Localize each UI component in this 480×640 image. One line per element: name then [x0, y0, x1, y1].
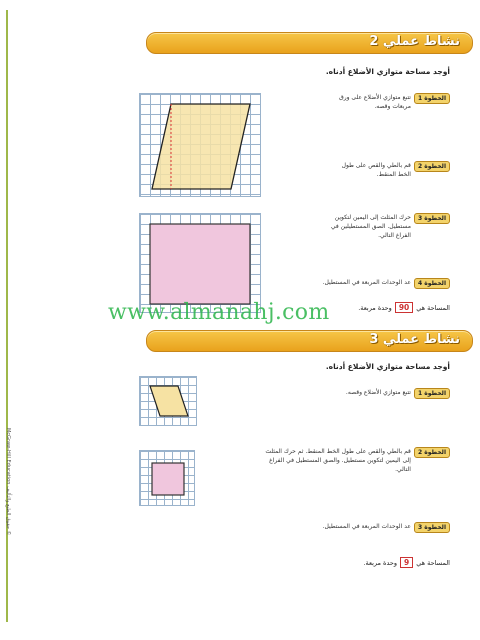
- activity2-answer: [358, 302, 450, 313]
- activity3-step3: [281, 522, 450, 533]
- answer-prefix: المساحة هي: [416, 558, 450, 567]
- step-text: حرك المثلث إلى اليمين لتكوين مستطيل. الصق المستطيلين في الفراغ التالي.: [330, 214, 411, 239]
- side-credit: [3, 428, 13, 618]
- activity3-step1: [301, 388, 450, 399]
- step-badge: الخطوة 4: [414, 278, 450, 289]
- activity2-rectangle-grid: [139, 213, 261, 313]
- activity2-step1: [333, 93, 450, 111]
- answer-value: 90: [395, 302, 413, 313]
- activity2-step3: [315, 213, 450, 240]
- activity3-parallelogram-figure: [140, 377, 198, 427]
- activity2-parallelogram-grid: [139, 93, 261, 197]
- activity3-answer: [363, 557, 450, 568]
- activity3-banner: [146, 330, 473, 352]
- activity3-rectangle-figure: [140, 451, 196, 507]
- step-text: عد الوحدات المربعة في المستطيل.: [322, 523, 411, 530]
- step-badge: الخطوة 3: [414, 213, 450, 224]
- activity2-step2: [333, 161, 450, 179]
- answer-suffix: وحدة مربعة.: [358, 303, 392, 312]
- activity3-parallelogram-grid: [139, 376, 197, 426]
- side-credit-text: McGraw-Hill Education حقوق الطبع والتأليف ©: [5, 428, 11, 536]
- step-text: عد الوحدات المربعة في المستطيل.: [322, 279, 411, 286]
- activity2-rectangle-figure: [140, 214, 262, 314]
- parallelogram-shape: [150, 386, 188, 416]
- step-badge: الخطوة 2: [414, 447, 450, 458]
- activity2-title: نشاط عملي 2: [369, 34, 460, 49]
- rectangle-shape: [150, 224, 250, 304]
- step-badge: الخطوة 1: [414, 388, 450, 399]
- activity3-rectangle-grid: [139, 450, 195, 506]
- step-text: تتبع متوازي الأضلاع وقصه.: [345, 389, 411, 396]
- step-badge: الخطوة 3: [414, 522, 450, 533]
- activity3-instruction: أوجد مساحة متوازي الأضلاع أدناه.: [325, 362, 450, 371]
- watermark-text: www.almanahj.com: [108, 300, 330, 325]
- step-badge: الخطوة 1: [414, 93, 450, 104]
- step-text: تتبع متوازي الأضلاع على ورق مربعات وقصه.: [339, 94, 411, 110]
- answer-suffix: وحدة مربعة.: [363, 558, 398, 567]
- step-badge: الخطوة 2: [414, 161, 450, 172]
- activity3-step2: [261, 447, 450, 474]
- parallelogram-shape: [152, 104, 250, 189]
- activity2-step4: [291, 278, 450, 289]
- activity3-title: نشاط عملي 3: [369, 332, 460, 347]
- activity2-instruction: أوجد مساحة متوازي الأضلاع أدناه.: [325, 67, 450, 76]
- step-text: قم بالطي والقص على طول الخط المنقط. ثم حرك المثلث إلى اليمين لتكوين مستطيل. والصق المستطيل في الفراغ التالي.: [265, 448, 411, 473]
- answer-prefix: المساحة هي: [416, 303, 450, 312]
- activity2-banner: [146, 32, 473, 54]
- step-text: قم بالطي والقص على طول الخط المنقط.: [341, 162, 411, 178]
- rectangle-shape: [152, 463, 184, 495]
- activity2-parallelogram-figure: [140, 94, 262, 198]
- answer-value: 9: [400, 557, 413, 568]
